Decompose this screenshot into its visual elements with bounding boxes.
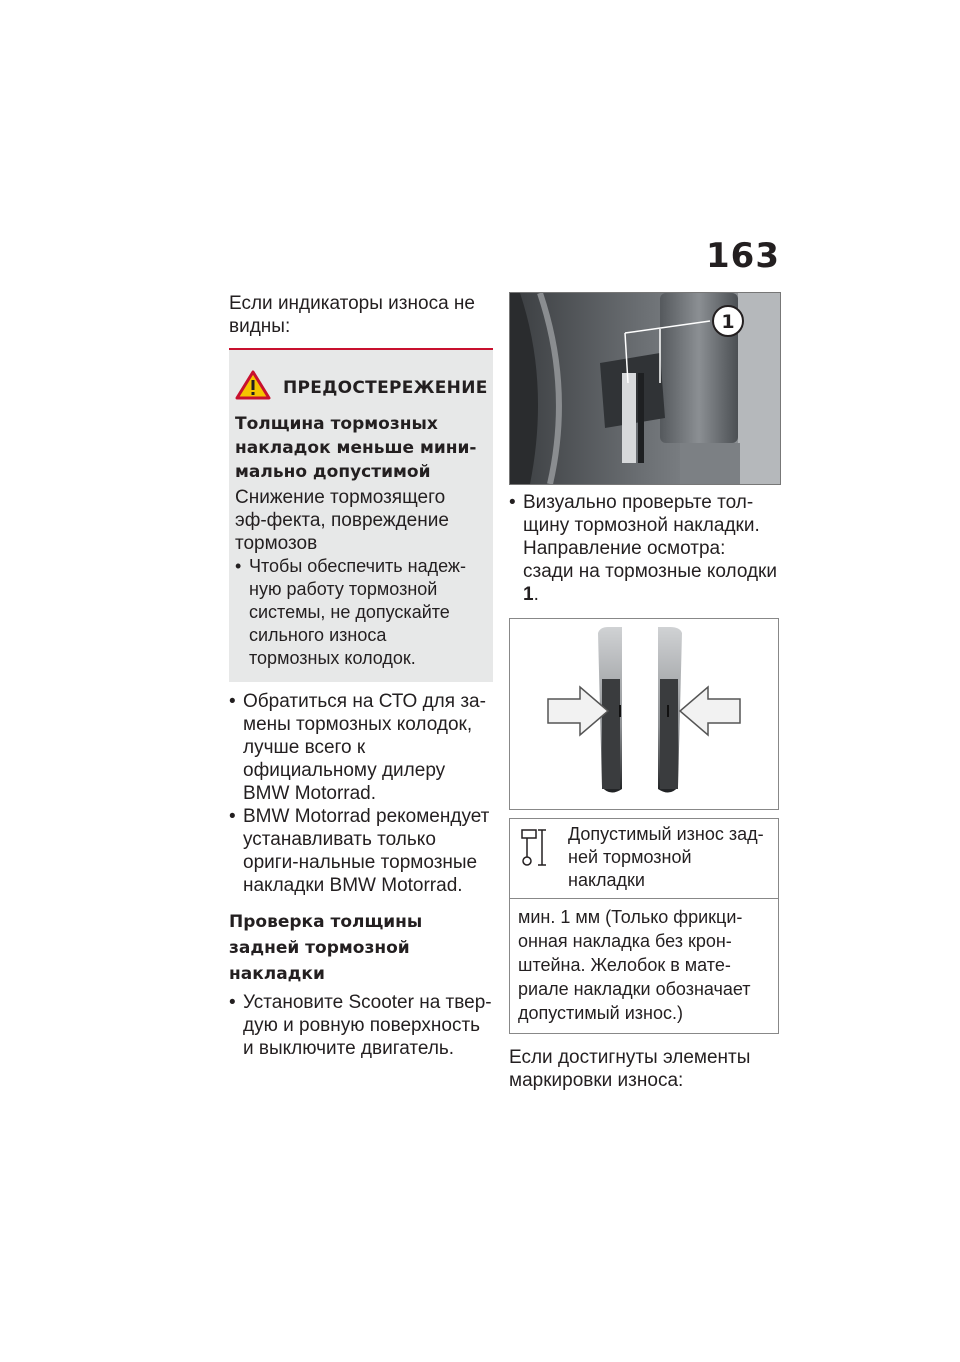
page-number: 163	[706, 236, 780, 276]
warning-title: ПРЕДОСТЕРЕЖЕНИЕ	[283, 377, 488, 398]
warning-header	[235, 370, 488, 406]
warning-heading: Толщина тормозных накладок меньше мини-мально допустимой	[235, 414, 477, 482]
list-item	[509, 491, 781, 606]
after-text: Если достигнуты элементы маркировки износа:	[509, 1047, 751, 1091]
spec-value: мин. 1 мм (Только фрикци-онная накладка без крон-штейна. Желобок в мате-риале накладки обозначает допустимый износ.)	[518, 907, 751, 1023]
warning-triangle-icon	[235, 370, 271, 406]
photo-callout-number: 1	[721, 311, 735, 333]
list-item: • Установите Scooter на твер-дую и ровную поверхность и выключите двигатель.	[229, 991, 493, 1060]
warning-body: Снижение тормозящего эф-фекта, повреждение тормозов	[235, 487, 449, 554]
caliper-gauge-icon	[518, 823, 558, 892]
brake-caliper-photo	[509, 292, 781, 485]
brake-pad-wear-diagram	[509, 618, 779, 810]
spec-header	[510, 819, 778, 899]
wear-spec-table	[509, 818, 779, 1034]
spec-title: Допустимый износ зад-ней тормозной накладки	[568, 824, 764, 890]
intro-text: Если индикаторы износа не видны:	[229, 293, 475, 337]
check-end: .	[533, 584, 539, 605]
warning-bullet: • Чтобы обеспечить надеж-ную работу тормозной системы, не допускайте сильного износа тормозных колодок.	[235, 555, 481, 670]
check-text: Визуально проверьте тол-щину тормозной накладки. Направление осмотра: сзади на тормозные колодки	[523, 492, 777, 582]
list-item: • Обратиться на СТО для за-мены тормозных колодок, лучше всего к официальному дилеру BMW Motorrad.	[229, 690, 493, 805]
warning-box	[229, 350, 493, 682]
check-reference: 1	[523, 584, 534, 605]
left-column	[229, 292, 493, 1060]
list-item: • BMW Motorrad рекомендует устанавливать только ориги-нальные тормозные накладки BMW Motorrad.	[229, 805, 493, 897]
section-heading: Проверка толщины задней тормозной накладки	[229, 912, 423, 984]
right-column	[509, 292, 781, 1092]
